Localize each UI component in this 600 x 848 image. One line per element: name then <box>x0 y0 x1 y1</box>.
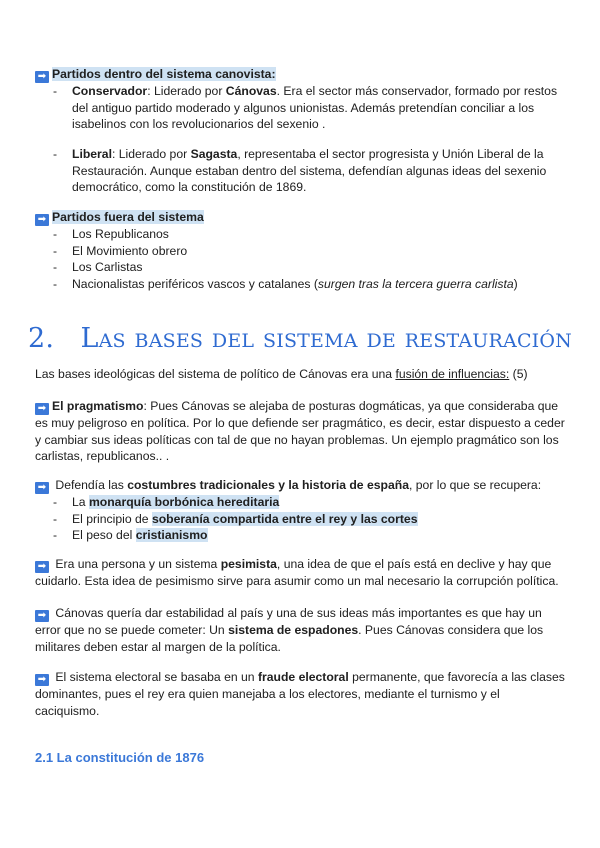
list-item: - El Movimiento obrero <box>35 243 565 260</box>
pragmatismo-paragraph: ➡ El pragmatismo: Pues Cánovas se alejaba de posturas dogmáticas, ya que consideraba que es muy peligroso en política. Por lo que defiende ser pragmático, es decir, estar dispuesto a ceder y cambiar sus ideas políticas con tal de que no hayan problemas. Un ejemplo pragmático son los carlistas, republicanos.. . <box>35 399 565 463</box>
partidos-fuera-section <box>35 209 565 292</box>
arrow-right-icon: ➡ <box>35 403 49 415</box>
pesimista-paragraph: ➡ Era una persona y un sistema pesimista, una idea de que el país está en declive y hay que cuidarlo. Esta idea de pesimismo sirve para asumir como un mal necesario la corrupción política. <box>35 557 559 588</box>
costumbres-section: ➡ Defendía las costumbres tradicionales y la historia de españa, por lo que se recupera: - La monarquía borbónica hereditaria - El principio de soberanía compartida entre el rey y las cortes - El peso del cristianismo <box>35 477 565 544</box>
arrow-right-icon: ➡ <box>35 71 49 83</box>
intro-paragraph: Las bases ideológicas del sistema de político de Cánovas era una fusión de influencias: (5) <box>35 367 528 381</box>
list-item: - Los Republicanos <box>35 226 565 243</box>
arrow-right-icon: ➡ <box>35 561 49 573</box>
arrow-right-icon: ➡ <box>35 674 49 686</box>
list-item: - Nacionalistas periféricos vascos y catalanes (surgen tras la tercera guerra carlista) <box>35 276 565 293</box>
list-item-liberal: - Liberal: Liderado por Sagasta, representaba el sector progresista y Unión Liberal de la Restauración. Aunque estaban dentro del sistema, defendían algunas ideas del sexenio democrático, como la constitución de 1869. <box>35 146 565 196</box>
arrow-right-icon: ➡ <box>35 610 49 622</box>
list-item: - La monarquía borbónica hereditaria <box>35 494 565 511</box>
costumbres-list <box>35 494 565 544</box>
arrow-right-icon: ➡ <box>35 214 49 226</box>
partidos-dentro-heading: ➡ Partidos dentro del sistema canovista: <box>35 66 565 83</box>
espadones-paragraph: ➡ Cánovas quería dar estabilidad al país y una de sus ideas más importantes es que hay un error que no se puede cometer: Un sistema de espadones. Pues Cánovas considera que los militares deben estar al margen de la política. <box>35 606 544 654</box>
electoral-paragraph: ➡ El sistema electoral se basaba en un fraude electoral permanente, que favorecía a las clases dominantes, pues el rey era quien manejaba a los electores, mediante el turnismo y el caciquismo. <box>35 670 565 718</box>
section-title: 2. Las bases del sistema de restauración <box>28 323 572 354</box>
partidos-dentro-list <box>35 83 565 133</box>
partidos-dentro-section <box>35 66 565 133</box>
partidos-dentro-liberal <box>35 146 565 196</box>
list-item: - El principio de soberanía compartida entre el rey y las cortes <box>35 511 565 528</box>
arrow-right-icon: ➡ <box>35 482 49 494</box>
partidos-fuera-list <box>35 226 565 292</box>
subsection-title: 2.1 La constitución de 1876 <box>35 750 205 765</box>
list-item: - Los Carlistas <box>35 259 565 276</box>
list-item: - El peso del cristianismo <box>35 527 565 544</box>
list-item-conservador: - Conservador: Liderado por Cánovas. Era el sector más conservador, formado por restos del antiguo partido moderado y algunos unionistas. Además pretendían conciliar a los isabelinos con los revolucionarios del sexenio . <box>35 83 565 133</box>
partidos-fuera-heading: ➡ Partidos fuera del sistema <box>35 209 565 226</box>
